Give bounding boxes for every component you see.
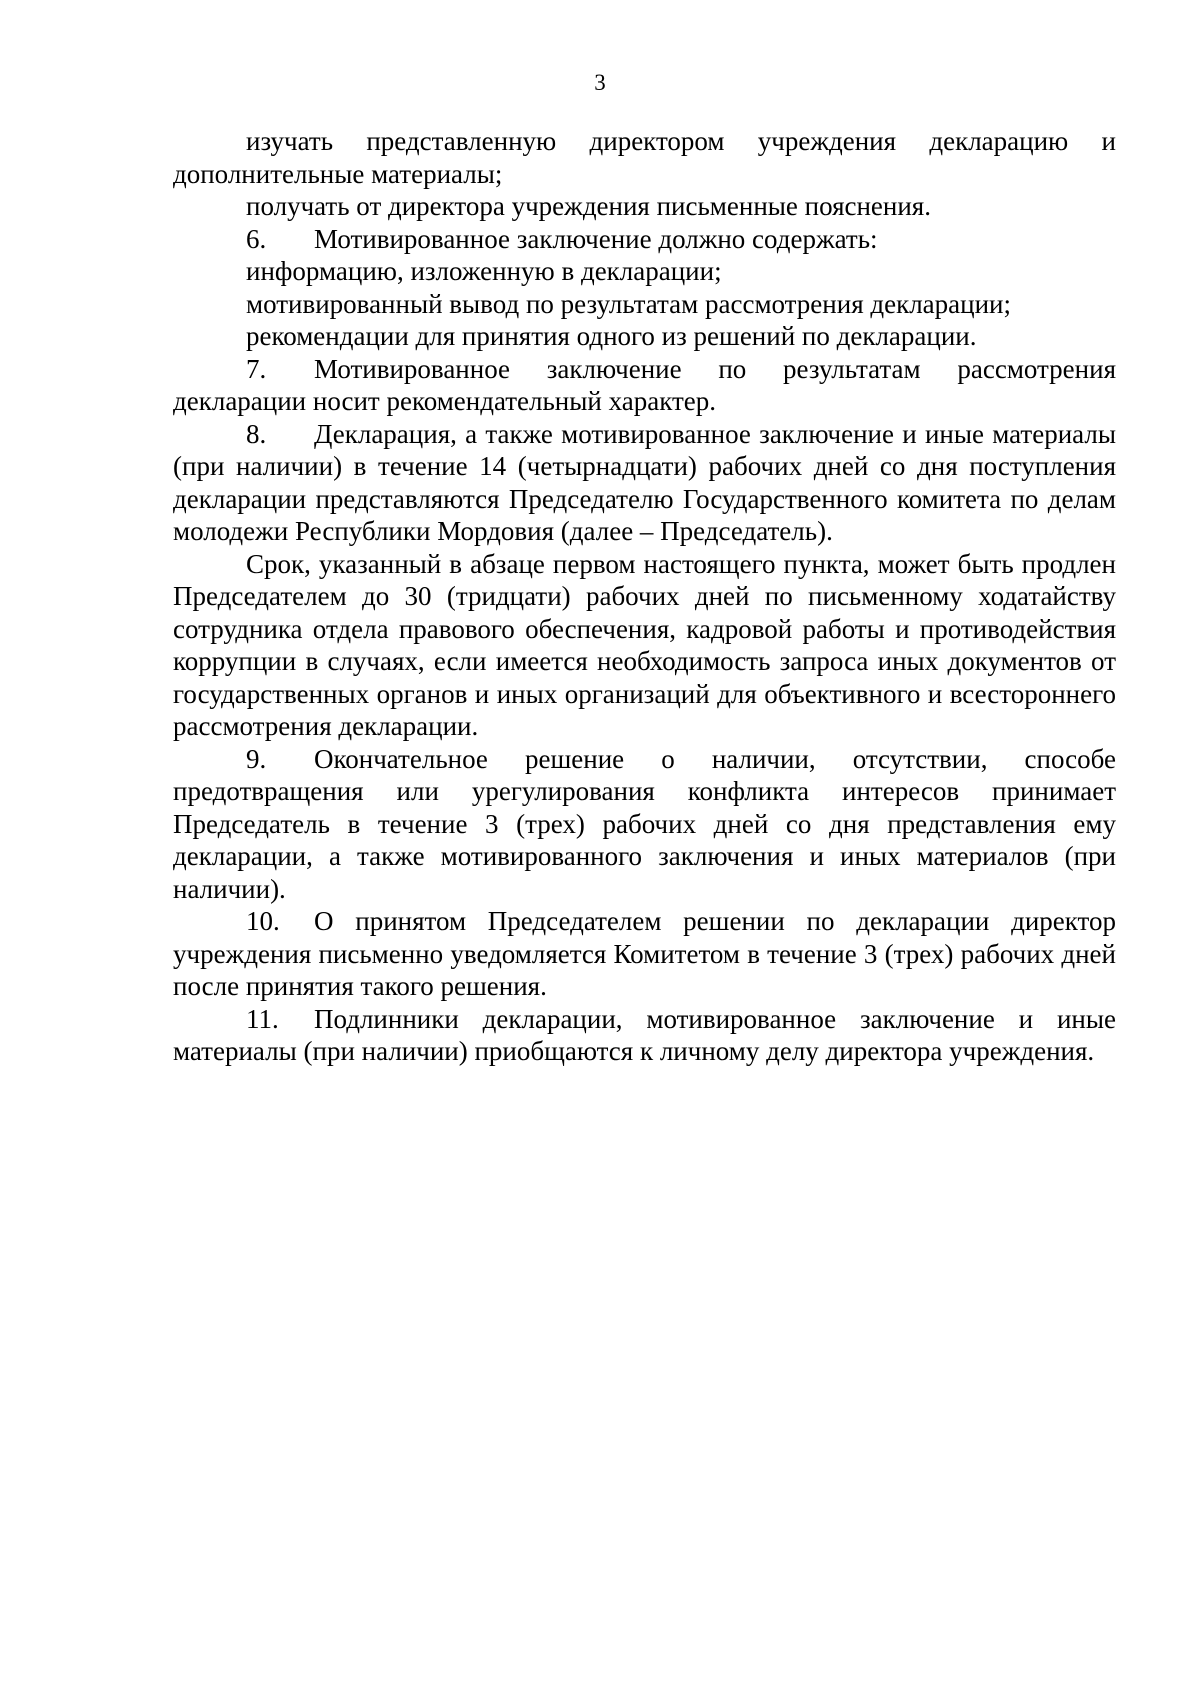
paragraph-text: Мотивированное заключение по результатам рассмотрения декларации носит рекомендательный характер. (173, 353, 1116, 416)
paragraph-text: Декларация, а также мотивированное заключение и иные материалы (при наличии) в течение 14 (четырнадцати) рабочих дней со дня поступления декларации представляются Председателю Государственного комитета по делам молодежи Республики Мордовия (далее – Председатель). (173, 418, 1116, 546)
numbered-paragraph (173, 223, 1116, 256)
page-number: 3 (594, 70, 606, 95)
paragraph-text: Мотивированное заключение должно содержать: (314, 223, 878, 254)
paragraph-number: 7. (246, 353, 267, 384)
document-body (173, 125, 1116, 1068)
paragraph: изучать представленную директором учреждения декларацию и дополнительные материалы; (173, 126, 1116, 189)
paragraph-number: 9. (246, 743, 267, 774)
paragraph-text: Подлинники декларации, мотивированное заключение и иные материалы (при наличии) приобщаются к личному делу директора учреждения. (173, 1003, 1116, 1066)
numbered-paragraph (173, 1003, 1116, 1068)
paragraph-number: 11. (246, 1003, 279, 1034)
numbered-paragraph (173, 418, 1116, 548)
numbered-paragraph (173, 743, 1116, 906)
numbered-paragraph (173, 353, 1116, 418)
paragraph: Срок, указанный в абзаце первом настоящего пункта, может быть продлен Председателем до 30 (тридцати) рабочих дней по письменному ходатайству сотрудника отдела правового обеспечения, кадровой работы и противодействия коррупции в случаях, если имеется необходимость запроса иных документов от государственных органов и иных организаций для объективного и всестороннего рассмотрения декларации. (173, 548, 1116, 741)
paragraph-number: 8. (246, 418, 267, 449)
paragraph-text: Окончательное решение о наличии, отсутствии, способе предотвращения или урегулирования конфликта интересов принимает Председатель в течение 3 (трех) рабочих дней со дня представления ему декларации, а также мотивированного заключения и иных материалов (при наличии). (173, 743, 1116, 904)
paragraph-number: 6. (246, 223, 267, 254)
paragraph-text: О принятом Председателем решении по декларации директор учреждения письменно уведомляется Комитетом в течение 3 (трех) рабочих дней после принятия такого решения. (173, 906, 1116, 1001)
numbered-paragraph (173, 905, 1116, 1003)
paragraph: информацию, изложенную в декларации; (246, 256, 722, 286)
paragraph: мотивированный вывод по результатам рассмотрения декларации; (246, 288, 1011, 319)
paragraph: рекомендации для принятия одного из решений по декларации. (246, 321, 977, 351)
paragraph-number: 10. (246, 906, 280, 936)
paragraph: получать от директора учреждения письменные пояснения. (246, 191, 931, 221)
